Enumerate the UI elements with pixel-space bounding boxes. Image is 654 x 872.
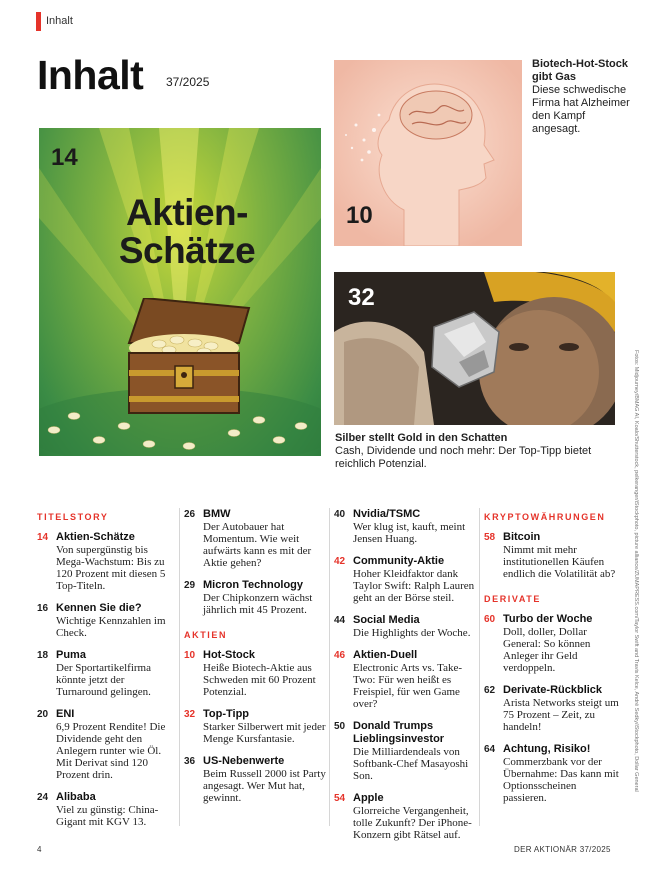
toc-title: Donald Trumps Lieblingsinvestor [353, 720, 445, 745]
cover-image[interactable] [39, 128, 321, 456]
toc-column-3 [334, 508, 476, 851]
toc-column-2 [184, 508, 326, 814]
toc-desc: Wer klug ist, kauft, meint Jensen Huang. [353, 521, 466, 545]
silver-miner-image[interactable] [334, 272, 615, 425]
toc-entry-apple[interactable] [334, 792, 476, 841]
toc-page: 36 [184, 756, 196, 767]
toc-desc: Hoher Kleidfaktor dank Taylor Swift: Ralph Lauren geht an der Börse steil. [353, 568, 475, 604]
cover-headline-line1: Aktien- [126, 192, 248, 233]
biotech-page-number: 10 [346, 202, 373, 229]
toc-desc: Nimmt mit mehr institutionellen Käufen endlich die Volatilität ab? [503, 544, 616, 580]
treasure-chest-icon [109, 298, 259, 418]
toc-page: 60 [484, 614, 496, 625]
toc-page: 16 [37, 603, 49, 614]
toc-title: Top-Tipp [203, 708, 250, 720]
toc-title: Micron Technology [203, 579, 304, 591]
toc-entry-micron[interactable] [184, 579, 326, 616]
toc-page: 44 [334, 615, 346, 626]
toc-entry-nvidia-tsmc[interactable] [334, 508, 476, 545]
toc-title: Turbo der Woche [503, 613, 593, 625]
toc-page: 10 [184, 650, 196, 661]
toc-title: Alibaba [56, 791, 96, 803]
category-kryptowaehrungen: KRYPTOWÄHRUNGEN [484, 512, 606, 522]
cover-page-number: 14 [51, 144, 78, 171]
toc-title: Puma [56, 649, 86, 661]
toc-entry-trump-investor[interactable] [334, 720, 476, 782]
toc-entry-top-tipp[interactable] [184, 708, 326, 745]
toc-page: 40 [334, 509, 346, 520]
toc-desc: Starker Silberwert mit jeder Menge Kursfantasie. [203, 721, 326, 745]
toc-desc: Beim Russell 2000 ist Party angesagt. Wer Mut hat, gewinnt. [203, 768, 326, 804]
photo-credits [629, 350, 641, 830]
toc-entry-bitcoin[interactable] [484, 531, 622, 580]
toc-entry-puma[interactable] [37, 649, 175, 698]
section-label: Inhalt [46, 15, 73, 27]
toc-desc: Doll, doller, Dollar General: So können Anleger ihr Geld verdoppeln. [503, 626, 591, 674]
biotech-text: Diese schwedische Firma hat Alzheimer den Kampf angesagt. [532, 84, 630, 135]
footer-magazine: DER AKTIONÄR 37/2025 [514, 845, 611, 854]
footer-page-number: 4 [37, 845, 42, 854]
toc-page: 46 [334, 650, 346, 661]
toc-page: 58 [484, 532, 496, 543]
toc-desc: Die Highlights der Woche. [353, 627, 471, 639]
toc-title: Community-Aktie [353, 555, 445, 567]
silver-teaser [335, 432, 625, 471]
category-titelstory: TITELSTORY [37, 512, 109, 522]
toc-title: Kennen Sie die? [56, 602, 142, 614]
toc-entry-achtung-risiko[interactable] [484, 743, 622, 804]
toc-desc: Der Chipkonzern wächst jährlich mit 45 Prozent. [203, 592, 313, 616]
toc-column-4 [484, 508, 622, 814]
page-title: Inhalt [37, 52, 144, 98]
toc-entry-hot-stock[interactable] [184, 649, 326, 698]
issue-number: 37/2025 [166, 75, 210, 89]
toc-entry-social-media[interactable] [334, 614, 476, 639]
toc-page: 42 [334, 556, 346, 567]
silver-page-number: 32 [348, 284, 375, 311]
toc-page: 62 [484, 685, 496, 696]
toc-title: Social Media [353, 614, 420, 626]
toc-desc: Viel zu günstig: China-Gigant mit KGV 13. [56, 804, 159, 828]
column-divider [479, 508, 480, 826]
cover-headline-line2: Schätze [118, 230, 256, 271]
toc-title: ENI [56, 708, 75, 720]
category-aktien: AKTIEN [184, 630, 228, 640]
biotech-headline: Biotech-Hot-Stock gibt Gas [532, 58, 628, 83]
toc-entry-turbo-der-woche[interactable] [484, 613, 622, 674]
toc-entry-derivate-rueckblick[interactable] [484, 684, 622, 733]
toc-title: US-Nebenwerte [203, 755, 285, 767]
toc-page: 29 [184, 580, 196, 591]
column-divider [329, 508, 330, 826]
toc-entry-aktien-duell[interactable] [334, 649, 476, 710]
toc-title: Derivate-Rückblick [503, 684, 603, 696]
toc-entry-bmw[interactable] [184, 508, 326, 569]
toc-desc: Glorreiche Vergangenheit, tolle Zukunft? Der iPhone-Konzern gibt Rätsel auf. [353, 805, 472, 841]
toc-title: BMW [203, 508, 231, 520]
biotech-teaser [532, 58, 632, 136]
toc-page: 24 [37, 792, 49, 803]
toc-desc: Von supergünstig bis Mega-Wachstum: Bis zu 120 Prozent mit diesen 5 Top-Titeln. [56, 544, 166, 592]
section-accent-bar [36, 12, 41, 31]
toc-desc: Heiße Biotech-Aktie aus Schweden mit 60 Prozent Potenzial. [203, 662, 316, 698]
toc-title: Apple [353, 792, 384, 804]
toc-desc: 6,9 Prozent Rendite! Die Dividende geht den Anlegern runter wie Öl. Mit Derivat sind 120 Prozent drin. [56, 721, 166, 781]
biotech-image[interactable] [334, 60, 522, 246]
photo-credits-text: Fotos: Midjourney/BMAG AI, Koalo/Shutterstock, pelkeranger/iStockphoto, picture alliance/ZUMAPRESS.com/Taylor Swift and Travis Kelce, André Sedky/iStockphoto, Dollar General [633, 350, 639, 792]
cover-headline [67, 194, 307, 270]
toc-page: 50 [334, 721, 346, 732]
toc-entry-aktien-schaetze[interactable] [37, 531, 175, 592]
toc-title: Aktien-Schätze [56, 531, 135, 543]
toc-desc: Der Sportartikelfirma könnte jetzt der Turnaround gelingen. [56, 662, 151, 698]
silver-text: Cash, Dividende und noch mehr: Der Top-Tipp bietet reichlich Potenzial. [335, 445, 592, 470]
toc-page: 32 [184, 709, 196, 720]
toc-title: Hot-Stock [203, 649, 255, 661]
toc-column-1 [37, 508, 175, 838]
toc-desc: Der Autobauer hat Momentum. Wie weit aufwärts kann es mit der Aktie gehen? [203, 521, 312, 569]
toc-desc: Wichtige Kennzahlen im Check. [56, 615, 166, 639]
toc-entry-eni[interactable] [37, 708, 175, 781]
toc-desc: Commerzbank vor der Übernahme: Das kann mit Optionsscheinen passieren. [503, 756, 619, 804]
toc-title: Bitcoin [503, 531, 541, 543]
toc-page: 26 [184, 509, 196, 520]
toc-title: Nvidia/TSMC [353, 508, 421, 520]
miner-holding-silver-graphic [334, 272, 615, 425]
column-divider [179, 508, 180, 826]
toc-page: 64 [484, 744, 496, 755]
silver-headline: Silber stellt Gold in den Schatten [335, 432, 508, 444]
toc-page: 18 [37, 650, 49, 661]
toc-desc: Electronic Arts vs. Take-Two: Für wen heißt es Freispiel, für wen Game over? [353, 662, 462, 710]
toc-title: Aktien-Duell [353, 649, 418, 661]
toc-page: 14 [37, 532, 49, 543]
toc-entry-alibaba[interactable] [37, 791, 175, 828]
toc-entry-kennen-sie-die[interactable] [37, 602, 175, 639]
toc-title: Achtung, Risiko! [503, 743, 591, 755]
toc-entry-us-nebenwerte[interactable] [184, 755, 326, 804]
toc-entry-community-aktie[interactable] [334, 555, 476, 604]
toc-desc: Die Milliardendeals von Softbank-Chef Masayoshi Son. [353, 746, 469, 782]
toc-desc: Arista Networks steigt um 75 Prozent – Zeit, zu handeln! [503, 697, 619, 733]
toc-page: 54 [334, 793, 346, 804]
toc-page: 20 [37, 709, 49, 720]
category-derivate: DERIVATE [484, 594, 541, 604]
